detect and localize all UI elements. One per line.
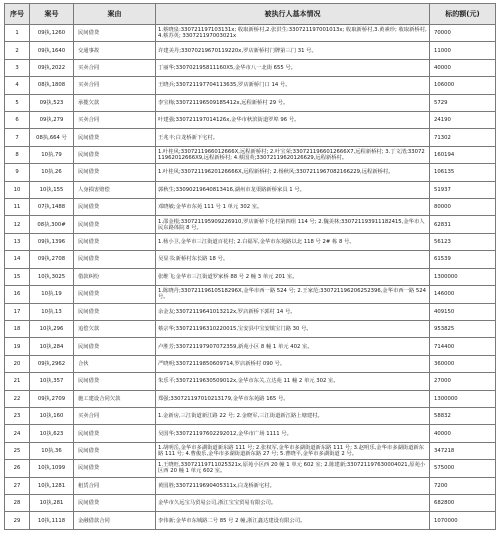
cell-respondent-info: 严晓明;33072119850609714,罗店新桥村 090 号。 <box>156 355 430 372</box>
cell-case-cause: 金融借款合同 <box>74 512 156 530</box>
cell-case-cause: 买卖合同 <box>74 112 156 129</box>
header-serial: 序号 <box>5 4 30 25</box>
cell-amount: 80000 <box>430 199 496 216</box>
table-row <box>5 286 496 303</box>
cell-serial: 21 <box>5 373 30 390</box>
cell-serial: 13 <box>5 233 30 250</box>
table-row <box>5 129 496 146</box>
cell-amount: 62831 <box>430 216 496 233</box>
cell-case-cause: 民间借贷 <box>74 460 156 477</box>
cell-case-number: 10执,281 <box>30 494 74 511</box>
cell-serial: 14 <box>5 251 30 268</box>
cell-respondent-info: 1.王晓旺,33072119711025321x,原苑小区西 20 幢 1 单元 602 室; 2.陈建新;330721197630004021,原苑小区西 20 幢 1 单元 602 室。 <box>156 460 430 477</box>
cell-amount: 106135 <box>430 164 496 181</box>
cell-serial: 17 <box>5 303 30 320</box>
cell-amount: 953825 <box>430 320 496 337</box>
cell-case-number: 09执,1260 <box>30 25 74 42</box>
cell-case-cause: 民间借贷 <box>74 129 156 146</box>
cell-respondent-info: 吴国华;330721197602292012,金华市广场 1111 号。 <box>156 425 430 442</box>
cell-amount: 58832 <box>430 407 496 424</box>
table-row <box>5 251 496 268</box>
cell-case-number: 10执,26 <box>30 164 74 181</box>
header-case-cause: 案由 <box>74 4 156 25</box>
table-row <box>5 407 496 424</box>
cell-case-number: 10执,19 <box>30 286 74 303</box>
table-body <box>5 25 496 530</box>
cell-serial: 19 <box>5 338 30 355</box>
cell-amount: 40000 <box>430 59 496 76</box>
cell-respondent-info: 许建美丹;33070219670119220x,罗店新桥村门牌第三门 31 号。 <box>156 42 430 59</box>
cell-case-number: 09执,2962 <box>30 355 74 372</box>
cell-case-cause: 民间借贷 <box>74 442 156 459</box>
table-row <box>5 112 496 129</box>
cell-respondent-info: 余金友;33072119641013212x,罗店新桥下郭村 14 号。 <box>156 303 430 320</box>
cell-case-number: 09执,1640 <box>30 42 74 59</box>
table-row <box>5 320 496 337</box>
table-row <box>5 442 496 459</box>
cell-case-cause: 民间借贷 <box>74 286 156 303</box>
cell-serial: 8 <box>5 146 30 163</box>
cell-case-cause: 民间借贷 <box>74 494 156 511</box>
table-row <box>5 494 496 511</box>
cell-case-number: 10执,155 <box>30 181 74 198</box>
cell-amount: 40000 <box>430 425 496 442</box>
cell-case-number: 10执,1281 <box>30 477 74 494</box>
cell-serial: 18 <box>5 320 30 337</box>
cell-serial: 3 <box>5 59 30 76</box>
cell-respondent-info: 1.叶桂风;3307211966012666X,远程新桥村; 2.叶宝荣;3307211966012666X7,远程新桥村; 3.丁文清;3307211962012666X9,远程新桥村; 4.蔡国英;33072119620126629,远程新桥村。 <box>156 146 430 163</box>
cell-case-cause: 民间借贷 <box>74 251 156 268</box>
cell-case-number: 10执,160 <box>30 407 74 424</box>
cell-case-cause: 民间借贷 <box>74 216 156 233</box>
cell-case-cause: 合伙 <box>74 355 156 372</box>
cell-respondent-info: 1.蔡晓泉:330721197103131x; 收取新桥村,2.张洪生:330721197001013x; 收取新桥村,3.黄素珍; 收取新桥村,4.蔡苏英; 330721197003021x <box>156 25 430 42</box>
cell-serial: 10 <box>5 181 30 198</box>
cell-case-cause: 民间借贷 <box>74 164 156 181</box>
cell-amount: 11000 <box>430 42 496 59</box>
cell-case-cause: 追偿欠款 <box>74 320 156 337</box>
cell-respondent-info: 王兆丰;白龙桥新下宅村。 <box>156 129 430 146</box>
cell-serial: 2 <box>5 42 30 59</box>
table-row <box>5 338 496 355</box>
table-row <box>5 268 496 285</box>
cell-case-number: 10执,36 <box>30 442 74 459</box>
cell-respondent-info: 1.叶桂风;33072119620126666X,远程新桥村; 2.杨秋风;3307211967082166229,远程新桥村。 <box>156 164 430 181</box>
header-case-number: 案号 <box>30 4 74 25</box>
cell-case-number: 09执,523 <box>30 94 74 111</box>
cell-respondent-info: 金华市久远宝马贸易公司,浙江宝宝贸易有限公司。 <box>156 494 430 511</box>
cell-case-cause: 买卖合同 <box>74 407 156 424</box>
cell-amount: 347218 <box>430 442 496 459</box>
table-row <box>5 25 496 42</box>
cell-case-number: 09执,279 <box>30 112 74 129</box>
cell-amount: 5729 <box>430 94 496 111</box>
header-respondent-info: 被执行人基本情况 <box>156 4 430 25</box>
cell-case-number: 10执,3025 <box>30 268 74 285</box>
cell-case-number: 10执,284 <box>30 338 74 355</box>
cell-case-cause: 民间借贷 <box>74 25 156 42</box>
case-table <box>4 3 496 530</box>
cell-amount: 71302 <box>430 129 496 146</box>
cell-case-number: 10执,357 <box>30 373 74 390</box>
cell-amount: 409150 <box>430 303 496 320</box>
cell-case-cause: 租赁合同 <box>74 477 156 494</box>
table-row <box>5 199 496 216</box>
table-header-row <box>5 4 496 25</box>
cell-case-number: 08执,300# <box>30 216 74 233</box>
table-row <box>5 233 496 250</box>
table-row <box>5 181 496 198</box>
cell-serial: 29 <box>5 512 30 530</box>
cell-case-number: 10执,296 <box>30 320 74 337</box>
table-row <box>5 390 496 407</box>
cell-case-number: 08执,664 号 <box>30 129 74 146</box>
cell-respondent-info: 吴显书;新桥村东长路 18 号。 <box>156 251 430 268</box>
cell-respondent-info: 郭秋生;33090219640813416,湖州市龙渠路新桥家具 1 号。 <box>156 181 430 198</box>
cell-case-cause: 民间借贷 <box>74 199 156 216</box>
cell-amount: 56123 <box>430 233 496 250</box>
cell-respondent-info: 丁丽华;330702195811160X5,金华市八一北街 655 号。 <box>156 59 430 76</box>
cell-case-cause: 民间借贷 <box>74 425 156 442</box>
cell-respondent-info: 李宝梅;330721196509185412x,远程新桥村 29 号。 <box>156 94 430 111</box>
cell-serial: 28 <box>5 494 30 511</box>
table-row <box>5 477 496 494</box>
cell-amount: 575000 <box>430 460 496 477</box>
table-row <box>5 425 496 442</box>
cell-case-number: 10执,1118 <box>30 512 74 530</box>
cell-case-number: 09执,2022 <box>30 59 74 76</box>
cell-amount: 714400 <box>430 338 496 355</box>
cell-case-number: 10执,79 <box>30 146 74 163</box>
cell-serial: 5 <box>5 94 30 111</box>
cell-amount: 51937 <box>430 181 496 198</box>
cell-amount: 360000 <box>430 355 496 372</box>
cell-serial: 26 <box>5 460 30 477</box>
cell-case-cause: 交通事故 <box>74 42 156 59</box>
cell-respondent-info: 郑强;330721197010213179,金华市东苑路 165 号。 <box>156 390 430 407</box>
cell-serial: 20 <box>5 355 30 372</box>
cell-case-cause: 买卖合同 <box>74 59 156 76</box>
cell-amount: 24190 <box>430 112 496 129</box>
cell-respondent-info: 王晓兵;330721197704113635,罗店新桥门口 14 号。 <box>156 77 430 94</box>
table-row <box>5 164 496 181</box>
cell-serial: 27 <box>5 477 30 494</box>
cell-amount: 106000 <box>430 77 496 94</box>
cell-serial: 24 <box>5 425 30 442</box>
cell-case-cause: 民间借贷 <box>74 303 156 320</box>
cell-amount: 70000 <box>430 25 496 42</box>
cell-serial: 11 <box>5 199 30 216</box>
cell-respondent-info: 1.陈晓丹;33072119610518296X,金华市西一路 524 号; 2.王家范;330721196206252396,金华市西一路 524 号。 <box>156 286 430 303</box>
cell-amount: 146000 <box>430 286 496 303</box>
cell-serial: 7 <box>5 129 30 146</box>
cell-case-number: 09执,2709 <box>30 390 74 407</box>
cell-case-cause: 民间借贷 <box>74 373 156 390</box>
cell-case-number: 10执,623 <box>30 425 74 442</box>
cell-respondent-info: 卢胜芳;330721197907072359,新苑小区 8 幢 1 单元 402 室。 <box>156 338 430 355</box>
cell-amount: 61539 <box>430 251 496 268</box>
cell-respondent-info: 邓晓敏;金华市东苑 111 号 1 单元 302 室。 <box>156 199 430 216</box>
cell-respondent-info: 张维飞;金华市三江街道罗家桥 88 号 2 幢 3 单元 201 室。 <box>156 268 430 285</box>
table-row <box>5 303 496 320</box>
cell-respondent-info: 1.邵金根;330721195909226910,罗店新桥下化村第四组 114 号; 2.魏美林;330721193911182415,金华市人民东路体院 8 号。 <box>156 216 430 233</box>
cell-case-cause: 民间借贷 <box>74 146 156 163</box>
cell-case-number: 08执,1808 <box>30 77 74 94</box>
cell-respondent-info: 黄国胜;33072119690405311x,白龙桥新宅村。 <box>156 477 430 494</box>
cell-respondent-info: 1.胡明岳,金华市多湖街道新东路 111 号; 2.张权军,金华市多湖街道新东路 111 号; 3.赵明乐,金华市多湖街道新东路 111 号; 4.曹俊乐,金华市多湖街道新东路 27 号; 5.曹晓平,金华市多湖街道 2 号。 <box>156 442 430 459</box>
cell-respondent-info: 朱乐平;33072119630509012x,金华市东关,立达苑 11 幢 2 单元 302 室。 <box>156 373 430 390</box>
cell-serial: 15 <box>5 268 30 285</box>
cell-serial: 23 <box>5 407 30 424</box>
cell-case-number: 09执,2708 <box>30 251 74 268</box>
table-row <box>5 94 496 111</box>
cell-serial: 4 <box>5 77 30 94</box>
cell-respondent-info: 1.杨小卫,金华市三江街道百花村; 2.白福军,金华市东苑路以北 118 号 2# 栋 8 号。 <box>156 233 430 250</box>
cell-case-cause: 借款纠纷 <box>74 268 156 285</box>
cell-amount: 682800 <box>430 494 496 511</box>
cell-amount: 1300000 <box>430 390 496 407</box>
table-row <box>5 373 496 390</box>
cell-case-cause: 买卖合同 <box>74 77 156 94</box>
cell-case-cause: 民间借贷 <box>74 338 156 355</box>
cell-serial: 25 <box>5 442 30 459</box>
cell-case-number: 10执,1099 <box>30 460 74 477</box>
cell-respondent-info: 叶建强;330721197014126x,金华市秋滨街道罗埠 96 号。 <box>156 112 430 129</box>
table-row <box>5 460 496 477</box>
cell-serial: 1 <box>5 25 30 42</box>
cell-amount: 160194 <box>430 146 496 163</box>
table-row <box>5 59 496 76</box>
cell-serial: 9 <box>5 164 30 181</box>
cell-serial: 6 <box>5 112 30 129</box>
cell-serial: 12 <box>5 216 30 233</box>
cell-case-cause: 承揽欠款 <box>74 94 156 111</box>
cell-case-number: 10执,13 <box>30 303 74 320</box>
cell-amount: 7200 <box>430 477 496 494</box>
cell-case-cause: 人身损害赔偿 <box>74 181 156 198</box>
cell-respondent-info: 1.金新房,三江街道新江路 22 号; 2.金晓军,三江街道新江路上塘建村。 <box>156 407 430 424</box>
table-row <box>5 216 496 233</box>
cell-case-number: 07执,1488 <box>30 199 74 216</box>
cell-serial: 16 <box>5 286 30 303</box>
table-row <box>5 77 496 94</box>
header-amount: 标的额(元) <box>430 4 496 25</box>
cell-amount: 1070000 <box>430 512 496 530</box>
cell-case-cause: 民间借贷 <box>74 233 156 250</box>
cell-case-number: 09执,1396 <box>30 233 74 250</box>
table-row <box>5 42 496 59</box>
cell-amount: 1300000 <box>430 268 496 285</box>
cell-amount: 27000 <box>430 373 496 390</box>
cell-serial: 22 <box>5 390 30 407</box>
table-row <box>5 355 496 372</box>
table-row <box>5 146 496 163</box>
table-row <box>5 512 496 530</box>
cell-case-cause: 施工建设合同欠款 <box>74 390 156 407</box>
cell-respondent-info: 蔡宗华;330721196310220015,宝安县中宝安镇宝门路 30 号。 <box>156 320 430 337</box>
cell-respondent-info: 李伟新;金华市东城路二号 85 号 2 幢,浙江鑫达建设有限公司。 <box>156 512 430 530</box>
